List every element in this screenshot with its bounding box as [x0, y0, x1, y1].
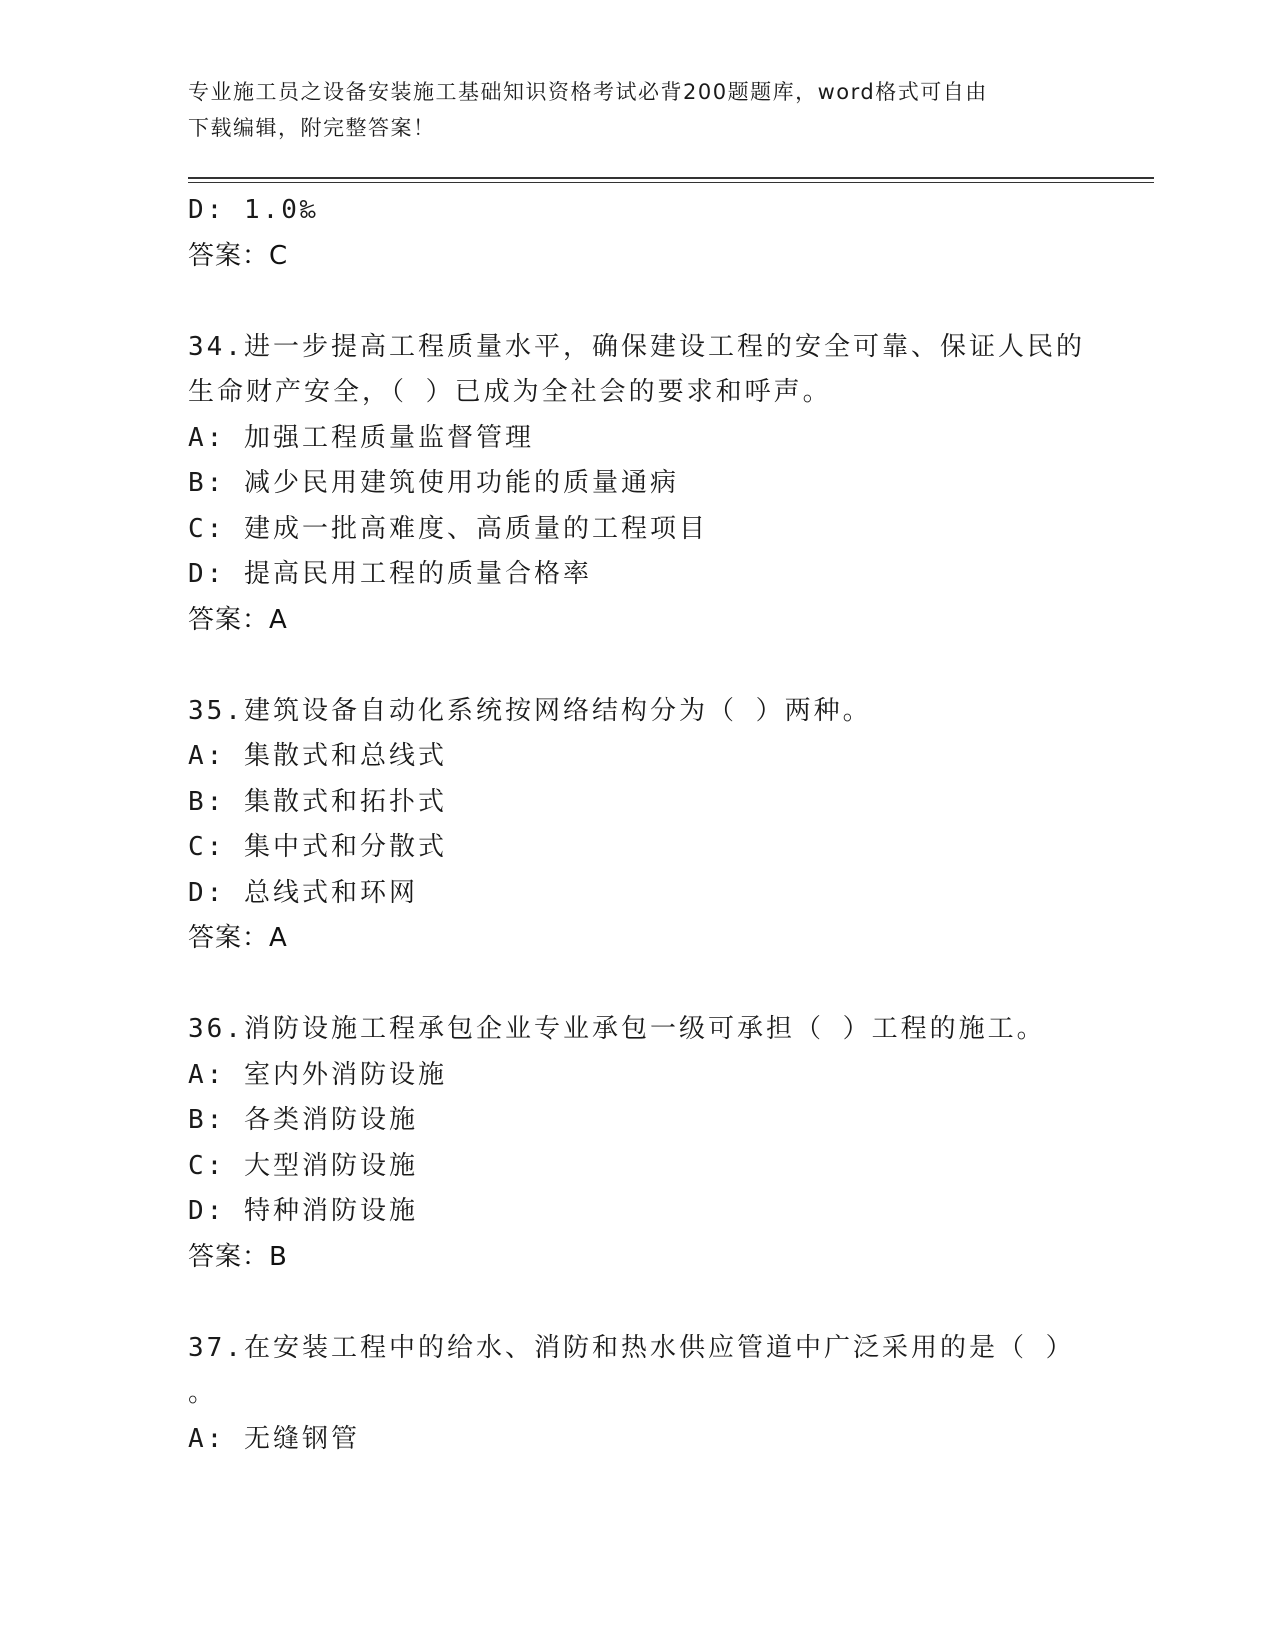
question-block-36	[188, 1007, 1088, 1280]
answer-line: 答案：C	[188, 240, 289, 271]
question-stem-line-2: 。	[188, 1378, 218, 1408]
option-a: A: 集散式和总线式	[188, 741, 447, 771]
header-rule-thick	[188, 177, 1154, 179]
option-b: B: 减少民用建筑使用功能的质量通病	[188, 468, 679, 498]
question-stem-line-1: 35.建筑设备自动化系统按网络结构分为（ ）两种。	[188, 695, 872, 726]
question-stem-line-1: 34.进一步提高工程质量水平，确保建设工程的安全可靠、保证人民的	[188, 331, 1085, 362]
document-header	[188, 74, 1088, 146]
spacer	[188, 1280, 1088, 1326]
question-stem-line-1: 36.消防设施工程承包企业专业承包一级可承担（ ）工程的施工。	[188, 1014, 1046, 1044]
spacer	[188, 962, 1088, 1008]
header-rule-thin	[188, 182, 1154, 183]
option-d: D: 总线式和环网	[188, 877, 418, 908]
answer-line: 答案：A	[188, 604, 288, 635]
spacer	[188, 279, 1088, 325]
option-c: C: 大型消防设施	[188, 1150, 418, 1181]
header-title-line-2: 下载编辑，附完整答案！	[188, 116, 436, 140]
header-title-line-1: 专业施工员之设备安装施工基础知识资格考试必背200题题库，word格式可自由	[188, 80, 988, 104]
spacer	[188, 643, 1088, 689]
option-a: A: 无缝钢管	[188, 1423, 360, 1454]
option-b: B: 集散式和拓扑式	[188, 786, 447, 817]
question-stem-line-2: 生命财产安全，（ ）已成为全社会的要求和呼声。	[188, 377, 832, 407]
question-block-37	[188, 1326, 1088, 1463]
option-c: C: 建成一批高难度、高质量的工程项目	[188, 513, 708, 544]
question-block-34	[188, 325, 1088, 644]
option-d: D: 1.0‰	[188, 195, 319, 225]
option-a: A: 加强工程质量监督管理	[188, 422, 534, 453]
option-d: D: 特种消防设施	[188, 1196, 418, 1226]
question-list	[188, 188, 1088, 1462]
question-stem-line-1: 37.在安装工程中的给水、消防和热水供应管道中广泛采用的是（ ）	[188, 1332, 1075, 1363]
option-d: D: 提高民用工程的质量合格率	[188, 559, 592, 589]
option-c: C: 集中式和分散式	[188, 832, 447, 862]
option-b: B: 各类消防设施	[188, 1105, 418, 1135]
question-block-35	[188, 689, 1088, 962]
question-block-33-tail	[188, 188, 1088, 279]
answer-line: 答案：B	[188, 1241, 288, 1272]
option-a: A: 室内外消防设施	[188, 1059, 447, 1090]
answer-line: 答案：A	[188, 923, 288, 953]
